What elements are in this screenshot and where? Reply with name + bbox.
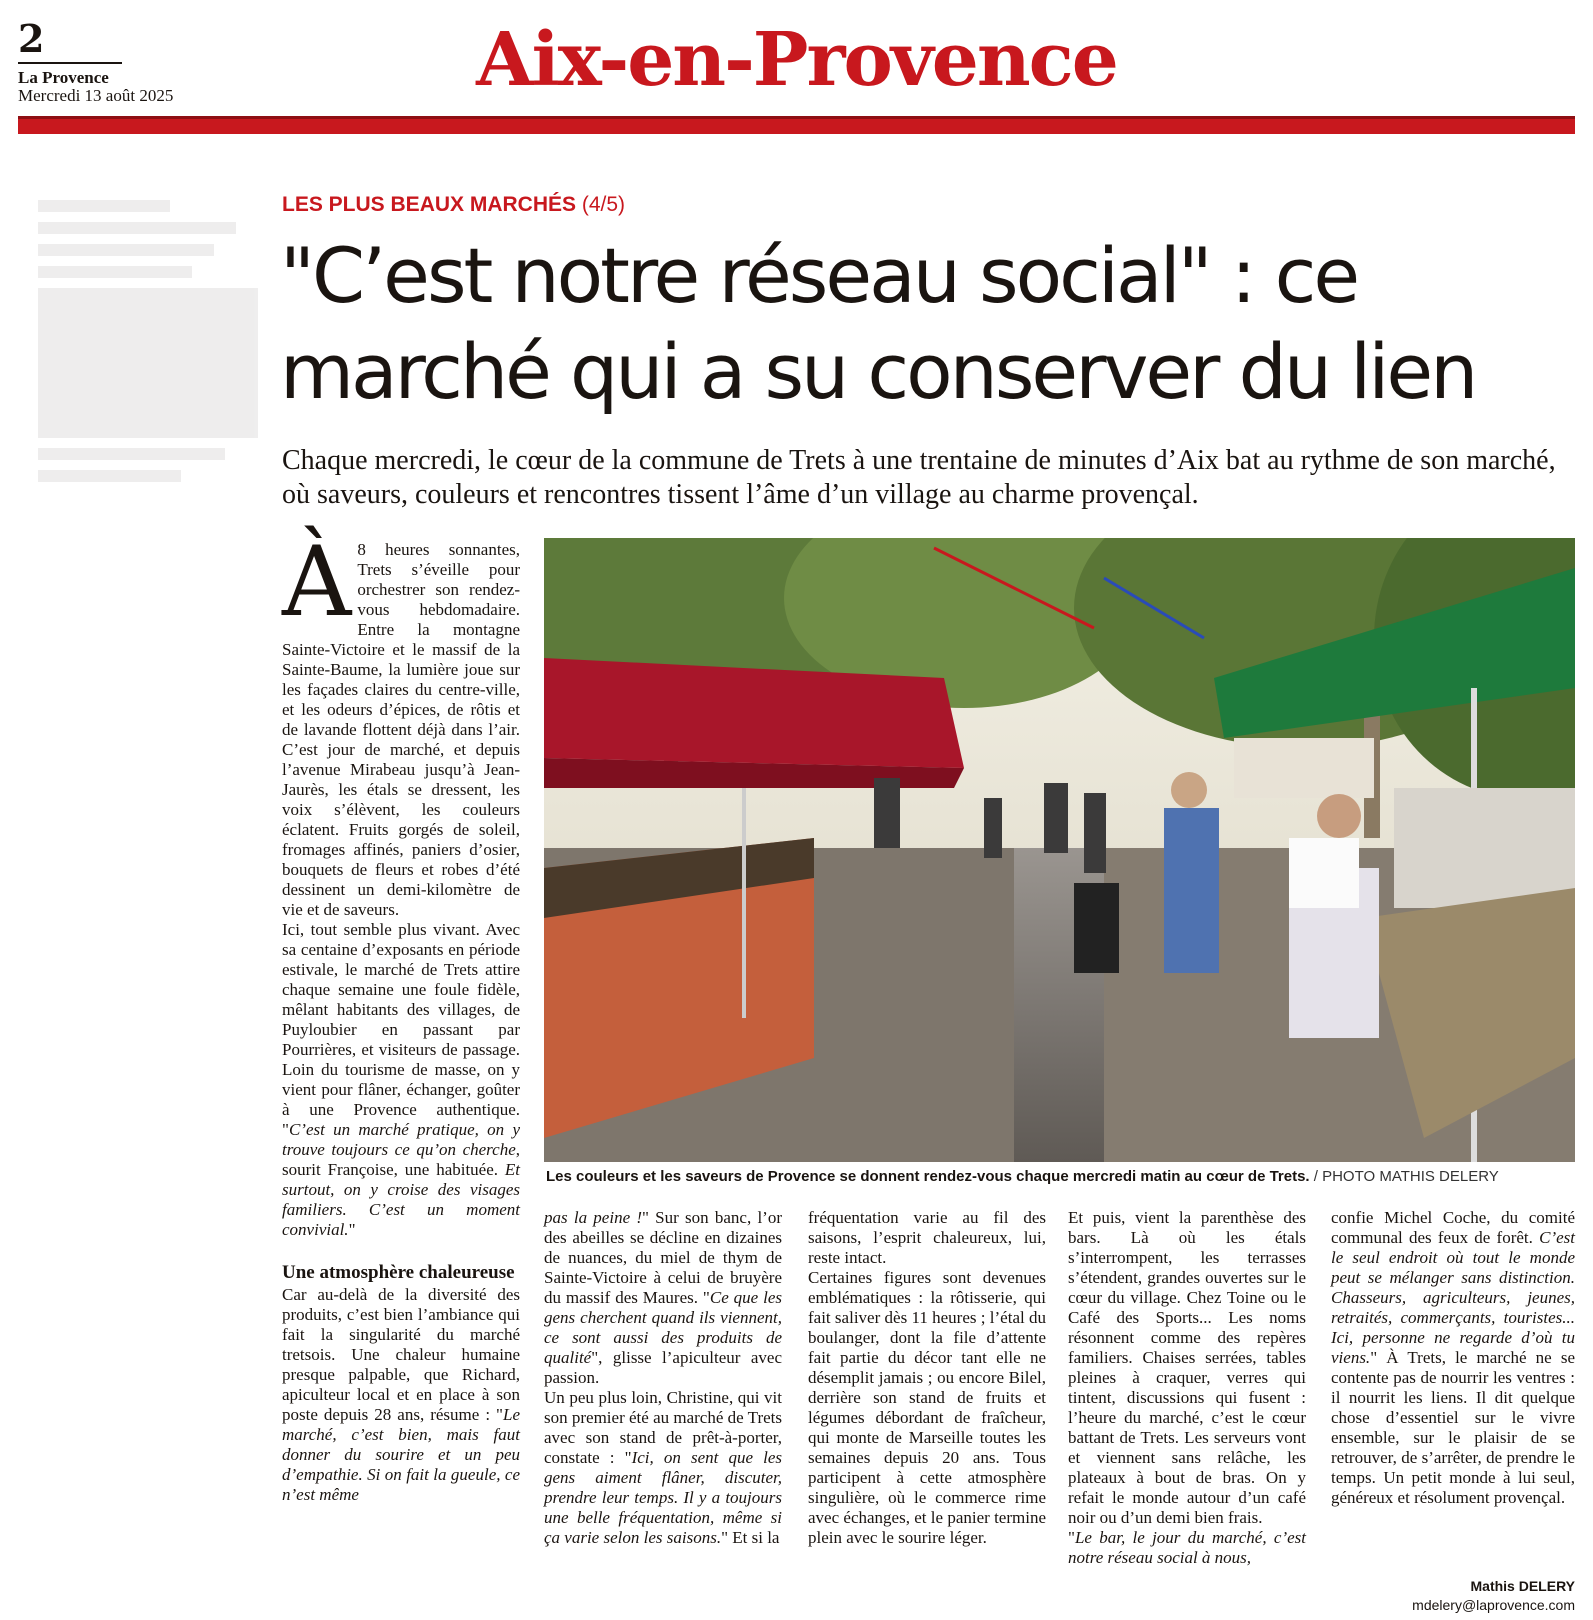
market-photo-illustration	[544, 538, 1575, 1162]
dropcap: À	[282, 526, 352, 638]
paragraph: Et puis, vient la parenthèse des bars. Là où les étals s’interrompent, les terrasses s’étendent, grandes ouvertes sur le cœur du village. Chez Toine ou le Café des Sports... Les noms résonnent comme des repères familiers. Chaises serrées, tables pleines à craquer, verres qui tintent, discussions qui fusent : l’heure du marché, c’est le cœur battant de Trets. Les serveurs vont et viennent sans relâche, les plateaux à bout de bras. On y refait le monde autour d’un café noir ou d’un demi bien frais.	[1068, 1208, 1306, 1527]
section-title: Aix-en-Provence	[476, 17, 1117, 103]
caption-text: Les couleurs et les saveurs de Provence se donnent rendez-vous chaque mercredi matin au cœur de Trets.	[546, 1168, 1310, 1185]
paper-name: La Provence	[18, 68, 109, 87]
paragraph: 8 heures sonnantes, Trets s’éveille pour orchestrer son rendez-vous hebdomadaire. Entre la montagne Sainte-Victoire et le massif de la Sainte-Baume, la lumière joue sur les façades claires du centre-ville, et les odeurs d’épices, de rôtis et de lavande flottent déjà dans l’air. C’est jour de marché, et depuis l’avenue Mirabeau jusqu’à Jean-Jaurès, les étals se dressent, les voix s’élèvent, les couleurs éclatent. Fruits gorgés de soleil, fromages affinés, paniers d’osier, bouquets de fleurs et robes d’été dessinent un demi-kilomètre de vie et de saveurs.	[282, 540, 520, 919]
paragraph: Certaines figures sont devenues emblématiques : la rôtisserie, qui fait saliver dès 11 heures ; l’étal du boulanger, dont la file d’attente fait partie du décor tant elle ne désemplit jamais ; ou encore Bilel, derrière son stand de fruits et légumes débordant de fraîcheur, qui monte de Marseille toutes les semaines depuis 20 ans. Tous participent à cette atmosphère singulière, où le commerce rime avec échanges, et le panier termine plein avec le sourire léger.	[808, 1268, 1046, 1547]
quote: pas la peine !	[544, 1208, 643, 1227]
article-column-4	[1068, 1208, 1306, 1568]
paper-date: Mercredi 13 août 2025	[18, 86, 174, 105]
paragraph: confie Michel Coche, du comité communal des feux de forêt. C’est le seul endroit où tout le monde peut se mélanger sans distinction. Chasseurs, agriculteurs, jeunes, retraités, commerçants, touristes... Ici, personne ne regarde d’où tu viens." À Trets, le marché ne se contente pas de nourrir les ventres : il nourrit les liens. Il dit quelque chose d’essentiel sur le vivre ensemble, sur le plaisir de se retrouver, de s’arrêter, de prendre le temps. Un petit monde à lui seul, généreux et résolument provençal.	[1331, 1208, 1575, 1507]
quote: Ici, on sent que les gens aiment flâner, discuter, prendre leur temps. Il y a toujours une belle fréquentation, même si ça varie selon les saisons.	[544, 1448, 782, 1547]
quote: Le bar, le jour du marché, c’est notre réseau social à nous,	[1068, 1528, 1306, 1567]
paragraph: fréquentation varie au fil des saisons, l’esprit chaleureux, lui, reste intact.	[808, 1208, 1046, 1267]
photo-credit: / PHOTO MATHIS DELERY	[1309, 1168, 1499, 1185]
quote: C’est un marché pratique, on y trouve toujours ce qu’on cherche	[282, 1120, 520, 1159]
article-column-1	[282, 526, 520, 1505]
article-column-3	[808, 1208, 1046, 1548]
kicker-label: LES PLUS BEAUX MARCHÉS	[282, 193, 577, 216]
paragraph: pas la peine !" Sur son banc, l’or des abeilles se décline en dizaines de nuances, du miel de thym de Sainte-Victoire à celui de bruyère du massif des Maures. "Ce que les gens cherchent quand ils viennent, ce sont aussi des produits de qualité", glisse l’apiculteur avec passion.	[544, 1208, 782, 1387]
paragraph: Car au-delà de la diversité des produits, c’est bien l’ambiance qui fait la singularité du marché tretsois. Une chaleur humaine presque palpable, que Richard, apiculteur local et en place à son poste depuis 28 ans, résume : "Le marché, c’est bien, mais faut donner du sourire et un peu d’empathie. Si on fait la gueule, ce n’est même	[282, 1285, 520, 1504]
paragraph: Un peu plus loin, Christine, qui vit son premier été au marché de Trets avec son stand de prêt-à-porter, constate : "Ici, on sent que les gens aiment flâner, discuter, prendre leur temps. Il y a toujours une belle fréquentation, même si ça varie selon les saisons." Et si la	[544, 1388, 782, 1547]
byline: Mathis DELERY	[1470, 1578, 1575, 1594]
quote: Et surtout, on y croise des visages familiers. C’est un moment convivial.	[282, 1160, 520, 1239]
headline: "C’est notre réseau social" : ce marché qui a su conserver du lien	[280, 231, 1476, 416]
kicker-part: (4/5)	[581, 193, 626, 216]
quote: C’est le seul endroit où tout le monde peut se mélanger sans distinction. Chasseurs, agriculteurs, jeunes, retraités, commerçants, touristes... Ici, personne ne regarde d’où tu viens.	[1331, 1228, 1575, 1367]
kicker	[282, 192, 625, 218]
quote: Ce que les gens cherchent quand ils viennent, ce sont aussi des produits de qualité	[544, 1288, 782, 1367]
section-bar	[18, 116, 1575, 134]
market-photo	[544, 538, 1575, 1162]
standfirst: Chaque mercredi, le cœur de la commune de Trets à une trentaine de minutes d’Aix bat au rythme de son marché, où saveurs, couleurs et rencontres tissent l’âme d’un village au charme provençal.	[282, 445, 1556, 510]
article-column-5	[1331, 1208, 1575, 1508]
paragraph: Ici, tout semble plus vivant. Avec sa centaine d’exposants en période estivale, le marché de Trets attire chaque semaine une foule fidèle, mêlant habitants des villages, de Puyloubier en passant par Pourrières, et visiteurs de passage. Loin du tourisme de masse, on y vient pour flâner, échanger, goûter à une Provence authentique. "C’est un marché pratique, on y trouve toujours ce qu’on cherche, sourit Françoise, une habituée. Et surtout, on y croise des visages familiers. C’est un moment convivial."	[282, 920, 520, 1239]
bleed-through-ghost	[38, 200, 258, 560]
author-email: mdelery@laprovence.com	[1412, 1597, 1575, 1613]
photo-caption	[546, 1168, 1576, 1186]
page-number: 2	[18, 16, 45, 61]
quote: Le marché, c’est bien, mais faut donner du sourire et un peu d’empathie. Si on fait la gueule, ce n’est même	[282, 1405, 520, 1504]
article-column-2	[544, 1208, 782, 1548]
subhead: Une atmosphère chaleureuse	[282, 1262, 515, 1283]
paragraph: "Le bar, le jour du marché, c’est notre réseau social à nous,	[1068, 1528, 1306, 1567]
